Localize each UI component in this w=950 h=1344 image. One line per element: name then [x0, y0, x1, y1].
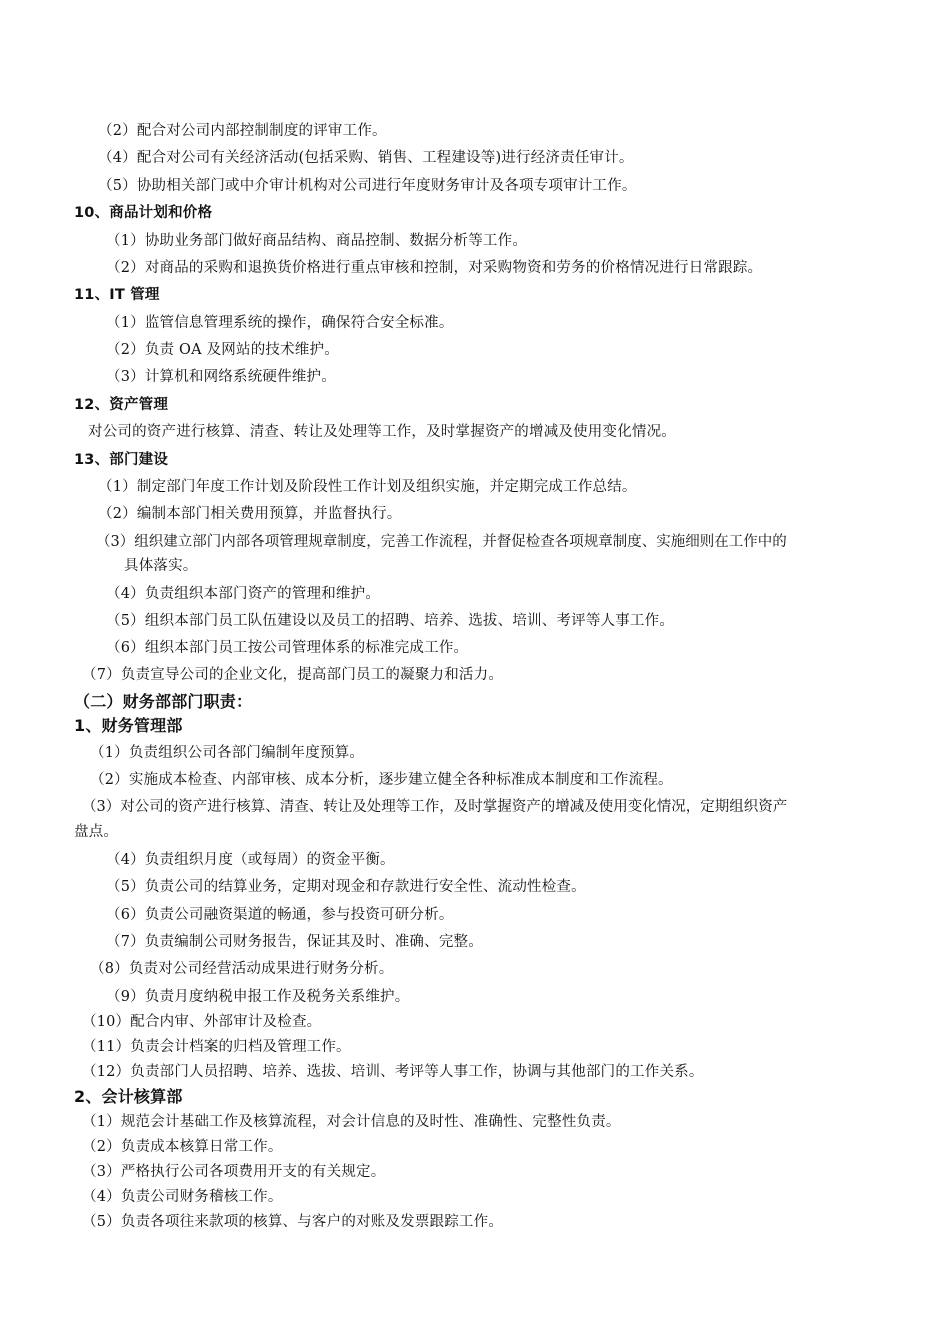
item-line: （3）对公司的资产进行核算、清查、转让及处理等工作，及时掌握资产的增减及使用变化情况，定期组织资产 [82, 799, 788, 815]
item-line: （2）配合对公司内部控制制度的评审工作。 [98, 123, 387, 139]
item-line: （1）规范会计基础工作及核算流程，对会计信息的及时性、准确性、完整性负责。 [82, 1114, 621, 1130]
item-line: （4）负责公司财务稽核工作。 [82, 1189, 283, 1205]
department-heading: 1、财务管理部 [74, 716, 183, 735]
chapter-heading: （二）财务部部门职责： [74, 692, 253, 711]
item-line: （5）协助相关部门或中介审计机构对公司进行年度财务审计及各项专项审计工作。 [98, 178, 637, 194]
item-line: （8）负责对公司经营活动成果进行财务分析。 [90, 961, 394, 977]
section-heading: 10、商品计划和价格 [74, 205, 213, 221]
item-line: （4）配合对公司有关经济活动(包括采购、销售、工程建设等)进行经济责任审计。 [98, 150, 634, 166]
item-line: （1）制定部门年度工作计划及阶段性工作计划及组织实施，并定期完成工作总结。 [98, 479, 637, 495]
item-line: （1）负责组织公司各部门编制年度预算。 [90, 745, 365, 761]
item-line: （7）负责编制公司财务报告，保证其及时、准确、完整。 [106, 934, 483, 950]
item-line: （1）监管信息管理系统的操作，确保符合安全标准。 [106, 315, 454, 331]
item-line: （2）实施成本检查、内部审核、成本分析，逐步建立健全各种标准成本制度和工作流程。 [90, 772, 673, 788]
item-line: （10）配合内审、外部审计及检查。 [82, 1014, 322, 1030]
item-line: （2）负责 OA 及网站的技术维护。 [106, 342, 339, 358]
item-line: （5）组织本部门员工队伍建设以及员工的招聘、培养、选拔、培训、考评等人事工作。 [106, 613, 675, 629]
item-line: （4）负责组织月度（或每周）的资金平衡。 [106, 852, 395, 868]
item-line-continued: 盘点。 [74, 824, 119, 840]
department-heading: 2、会计核算部 [74, 1087, 183, 1106]
item-line: （2）负责成本核算日常工作。 [82, 1139, 283, 1155]
item-line: （1）协助业务部门做好商品结构、商品控制、数据分析等工作。 [106, 233, 528, 249]
item-line: （3）计算机和网络系统硬件维护。 [106, 369, 336, 385]
item-line: （3）严格执行公司各项费用开支的有关规定。 [82, 1164, 386, 1180]
item-line: （4）负责组织本部门资产的管理和维护。 [106, 586, 381, 602]
item-line: （12）负责部门人员招聘、培养、选拔、培训、考评等人事工作，协调与其他部门的工作关系。 [82, 1064, 704, 1080]
item-line: （5）负责公司的结算业务，定期对现金和存款进行安全性、流动性检查。 [106, 879, 586, 895]
section-heading: 11、IT 管理 [74, 287, 160, 303]
item-line: （5）负责各项往来款项的核算、与客户的对账及发票跟踪工作。 [82, 1214, 504, 1230]
item-line: （7）负责宣导公司的企业文化，提高部门员工的凝聚力和活力。 [82, 667, 504, 683]
item-line: （2）编制本部门相关费用预算，并监督执行。 [98, 506, 402, 522]
item-line-continued: 具体落实。 [124, 558, 198, 574]
item-line: （9）负责月度纳税申报工作及税务关系维护。 [106, 989, 410, 1005]
section-heading: 12、资产管理 [74, 397, 169, 413]
item-line: （6）组织本部门员工按公司管理体系的标准完成工作。 [106, 640, 469, 656]
item-line: （3）组织建立部门内部各项管理规章制度，完善工作流程，并督促检查各项规章制度、实施细则在工作中的 [96, 534, 787, 550]
item-line: （2）对商品的采购和退换货价格进行重点审核和控制，对采购物资和劳务的价格情况进行日常跟踪。 [106, 260, 763, 276]
item-line: （11）负责会计档案的归档及管理工作。 [82, 1039, 351, 1055]
section-heading: 13、部门建设 [74, 452, 169, 468]
item-line: （6）负责公司融资渠道的畅通，参与投资可研分析。 [106, 907, 454, 923]
item-line: 对公司的资产进行核算、清查、转让及处理等工作，及时掌握资产的增减及使用变化情况。 [88, 424, 676, 440]
